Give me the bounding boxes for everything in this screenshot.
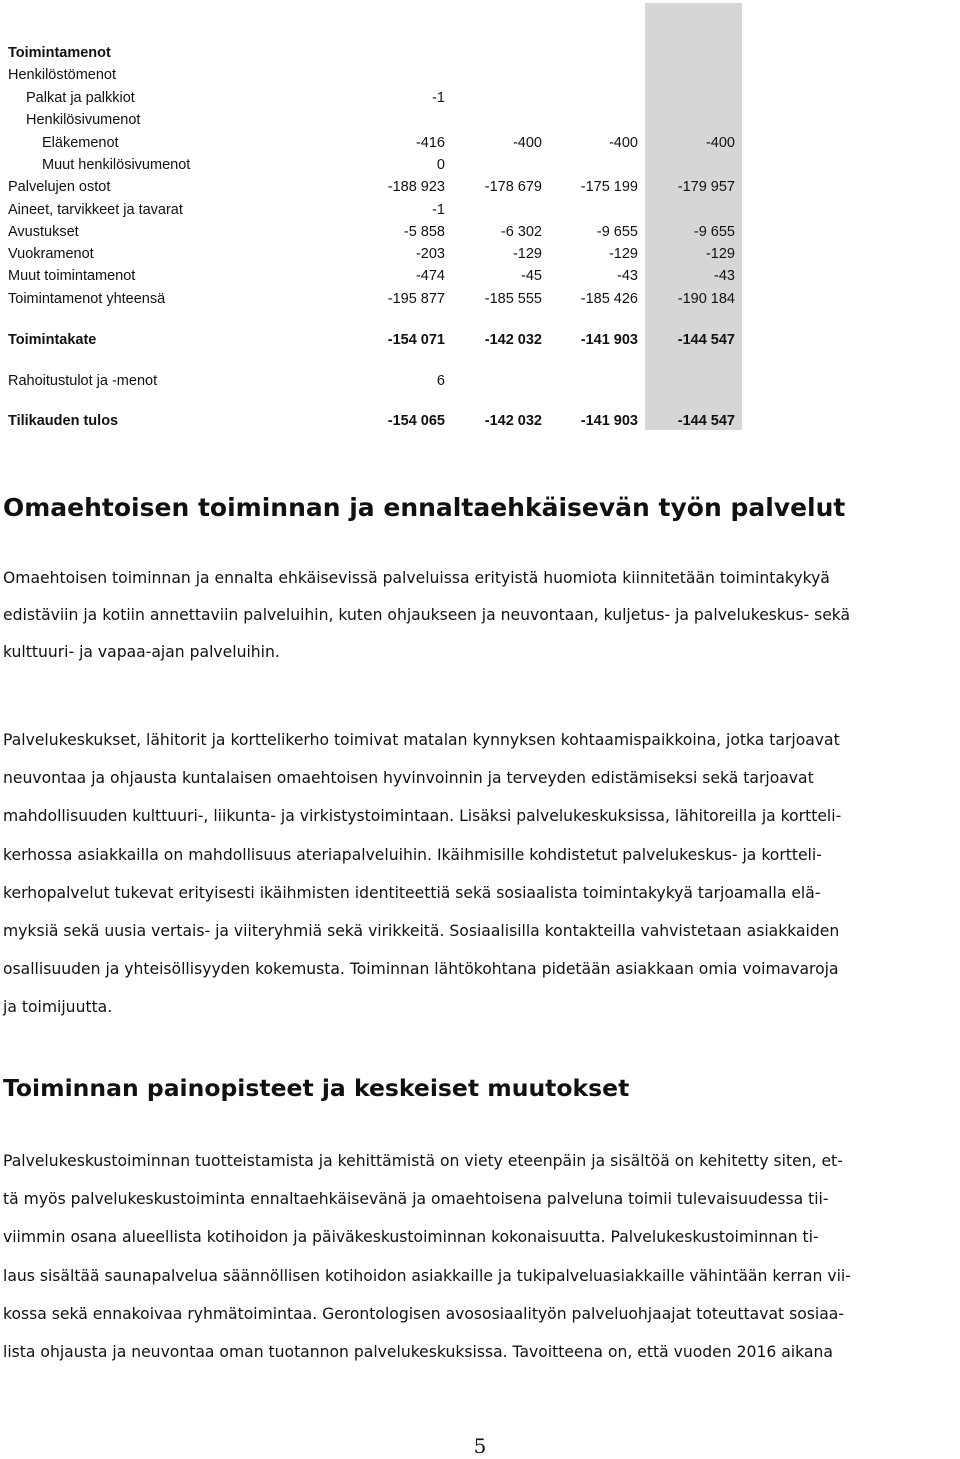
paragraph-line: Palvelukeskukset, lähitorit ja korttelikerho toimivat matalan kynnyksen kohtaamispaikkoina, jotka tarjoavat — [3, 731, 840, 749]
row-value-col3: -400 — [608, 135, 638, 151]
row-label: Aineet, tarvikkeet ja tavarat — [8, 202, 183, 218]
row-value-col2: -142 032 — [484, 413, 542, 429]
table-row — [0, 243, 960, 265]
row-value-col2: -185 555 — [484, 291, 542, 307]
paragraph-line: viimmin osana alueellista kotihoidon ja päiväkeskustoiminnan kokonaisuutta. Palvelukeskustoiminnan ti- — [3, 1228, 819, 1247]
row-value-col2: -6 302 — [500, 224, 542, 240]
row-value-col3: -141 903 — [580, 413, 638, 429]
row-label: Muut toimintamenot — [8, 268, 136, 284]
paragraph-line: lista ohjausta ja neuvontaa oman tuotannon palvelukeskuksissa. Tavoitteena on, että vuoden 2016 aikana — [3, 1342, 833, 1361]
row-label: Rahoitustulot ja -menot — [8, 373, 158, 389]
section2-paragraph-1 — [3, 1142, 958, 1371]
row-value-col1: -5 858 — [403, 224, 445, 240]
table-row — [0, 199, 960, 221]
table-row — [0, 221, 960, 243]
row-value-col2: -178 679 — [484, 179, 542, 195]
section-heading-omaehtoinen: Omaehtoisen toiminnan ja ennaltaehkäisevän työn palvelut — [3, 493, 846, 522]
table-row — [0, 410, 960, 432]
row-value-col3: -185 426 — [580, 291, 638, 307]
row-value-col4: -144 547 — [677, 332, 735, 348]
section1-paragraph-1 — [3, 560, 958, 671]
row-value-col2: -142 032 — [484, 332, 542, 348]
row-value-col2: -45 — [521, 268, 542, 284]
table-row — [0, 288, 960, 310]
paragraph-line: Omaehtoisen toiminnan ja ennalta ehkäisevissä palveluissa erityistä huomiota kiinnitetään toimintakykyä — [3, 569, 830, 587]
row-label: Avustukset — [8, 224, 79, 240]
row-label: Toimintakate — [8, 332, 97, 348]
table-row — [0, 154, 960, 176]
row-value-col4: -43 — [714, 268, 735, 284]
row-label: Toimintamenot yhteensä — [8, 291, 166, 307]
paragraph-line: kossa sekä ennakoivaa ryhmätoimintaa. Gerontologisen avososiaalityön palveluohjaajat toteuttavat sosiaa- — [3, 1304, 844, 1323]
row-value-col3: -141 903 — [580, 332, 638, 348]
table-row — [0, 109, 960, 131]
row-label: Muut henkilösivumenot — [42, 157, 191, 173]
row-value-col1: -154 071 — [387, 332, 445, 348]
paragraph-line: edistäviin ja kotiin annettaviin palveluihin, kuten ohjaukseen ja neuvontaan, kuljetus- ja palvelukeskus- sekä — [3, 606, 851, 624]
row-value-col4: -9 655 — [693, 224, 735, 240]
table-row — [0, 265, 960, 287]
row-value-col1: 6 — [436, 373, 445, 389]
row-value-col1: -474 — [415, 268, 445, 284]
paragraph-line: ja toimijuutta. — [3, 998, 113, 1017]
row-value-col4: -400 — [705, 135, 735, 151]
row-value-col1: -416 — [415, 135, 445, 151]
row-value-col1: 0 — [436, 157, 445, 173]
paragraph-line: Palvelukeskustoiminnan tuotteistamista ja kehittämistä on viety eteenpäin ja sisältöä on kehitetty siten, et- — [3, 1152, 843, 1170]
row-value-col1: -1 — [432, 202, 445, 218]
page-number: 5 — [473, 1434, 487, 1458]
table-row — [0, 64, 960, 86]
row-label: Palkat ja palkkiot — [26, 90, 135, 106]
row-value-col1: -195 877 — [387, 291, 445, 307]
row-label: Henkilösivumenot — [26, 112, 141, 128]
row-label: Henkilöstömenot — [8, 67, 116, 83]
paragraph-line: osallisuuden ja yhteisöllisyyden kokemusta. Toiminnan lähtökohtana pidetään asiakkaan omia voimavaroja — [3, 960, 839, 979]
row-value-col4: -179 957 — [677, 179, 735, 195]
row-value-col3: -43 — [617, 268, 638, 284]
row-value-col1: -154 065 — [387, 413, 445, 429]
paragraph-line: myksiä sekä uusia vertais- ja viiteryhmiä sekä virikkeitä. Sosiaalisilla kontakteilla vahvistetaan asiakkaiden — [3, 921, 840, 940]
table-row — [0, 370, 960, 392]
paragraph-line: laus sisältää saunapalvelua säännöllisen kotihoidon asiakkaille ja tukipalveluasiakkaille vähintään kerran vii- — [3, 1266, 851, 1285]
row-value-col4: -144 547 — [677, 413, 735, 429]
paragraph-line: kulttuuri- ja vapaa-ajan palveluihin. — [3, 643, 280, 661]
row-label: Eläkemenot — [42, 135, 119, 151]
table-row — [0, 329, 960, 351]
row-value-col3: -129 — [608, 246, 638, 262]
row-value-col2: -400 — [512, 135, 542, 151]
table-row — [0, 87, 960, 109]
row-label: Toimintamenot — [8, 45, 111, 61]
table-row — [0, 132, 960, 154]
row-value-col1: -1 — [432, 90, 445, 106]
paragraph-line: kerhopalvelut tukevat erityisesti ikäihmisten identiteettiä sekä sosiaalista toimintakykyä tarjoamalla elä- — [3, 883, 821, 902]
row-label: Tilikauden tulos — [8, 413, 119, 429]
row-label: Vuokramenot — [8, 246, 94, 262]
paragraph-line: neuvontaa ja ohjausta kuntalaisen omaehtoisen hyvinvoinnin ja terveyden edistämiseksi sekä tarjoavat — [3, 769, 814, 788]
paragraph-line: mahdollisuuden kulttuuri-, liikunta- ja virkistystoimintaan. Lisäksi palvelukeskuksissa, lähitoreilla ja kortteli- — [3, 807, 842, 826]
row-label: Palvelujen ostot — [8, 179, 111, 195]
paragraph-line: tä myös palvelukeskustoiminta ennaltaehkäisevänä ja omaehtoisena palveluna toimii tulevaisuudessa tii- — [3, 1190, 829, 1209]
section-heading-painopisteet: Toiminnan painopisteet ja keskeiset muutokset — [3, 1074, 630, 1102]
row-value-col2: -129 — [512, 246, 542, 262]
section1-paragraph-2 — [3, 721, 958, 1027]
row-value-col1: -203 — [415, 246, 445, 262]
table-row — [0, 42, 960, 64]
row-value-col4: -190 184 — [677, 291, 735, 307]
row-value-col1: -188 923 — [387, 179, 445, 195]
row-value-col4: -129 — [705, 246, 735, 262]
row-value-col3: -9 655 — [596, 224, 638, 240]
row-value-col3: -175 199 — [580, 179, 638, 195]
paragraph-line: kerhossa asiakkailla on mahdollisuus ateriapalveluihin. Ikäihmisille kohdistetut palvelukeskus- ja kortteli- — [3, 845, 822, 864]
table-row — [0, 176, 960, 198]
